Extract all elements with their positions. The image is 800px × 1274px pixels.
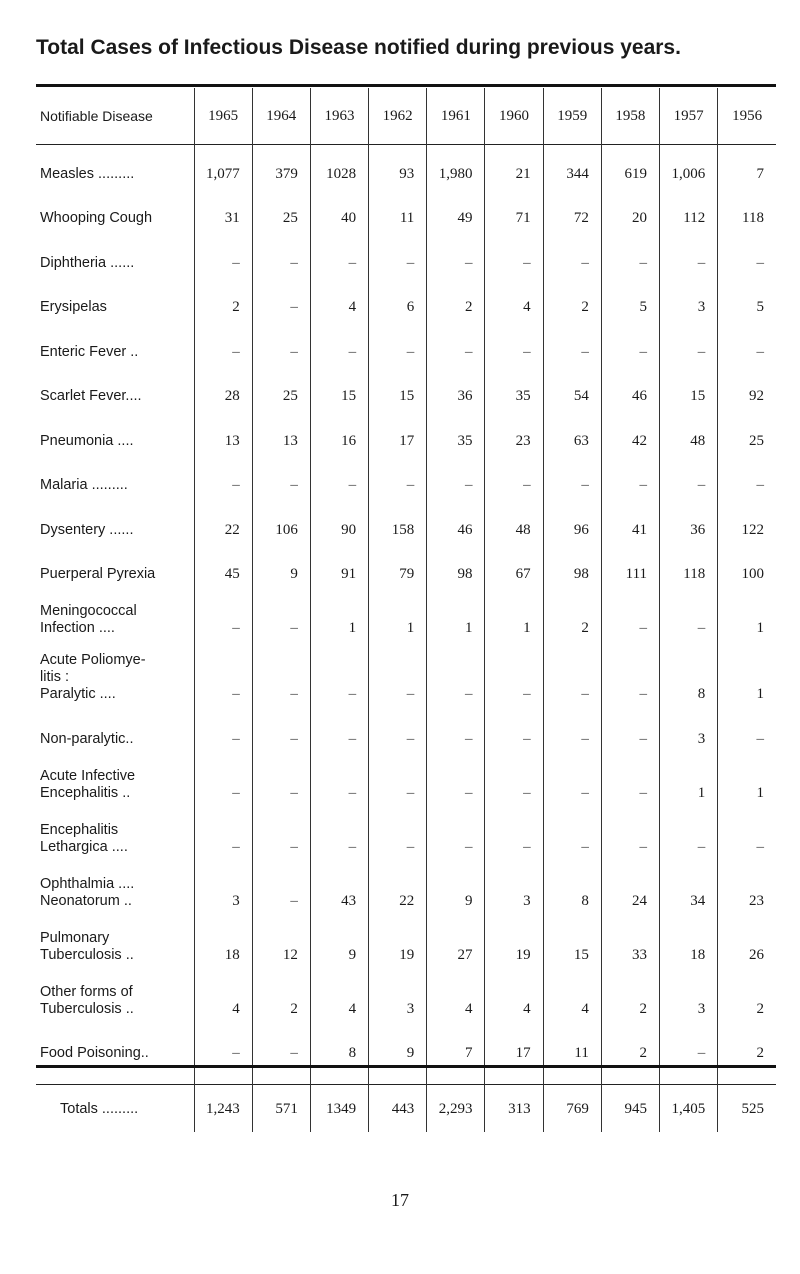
table-row [36,235,776,280]
disease-name [36,918,194,972]
cell-value: 3 [660,972,718,1026]
cell-value: 6 [369,280,427,325]
cell-value: 17 [485,1026,543,1071]
cell-value: 54 [543,369,601,414]
cell-value: – [252,810,310,864]
spacer-cell [252,1070,310,1085]
header-year: 1960 [485,88,543,145]
spacer-row [36,1070,776,1085]
cell-value: 72 [543,191,601,236]
cell-value: 91 [310,547,368,592]
disease-name [36,972,194,1026]
cell-value: 43 [310,864,368,918]
cell-value: – [310,235,368,280]
cell-value: – [543,458,601,503]
cell-value: – [601,711,659,756]
cell-value: 344 [543,146,601,191]
cell-value: 46 [601,369,659,414]
header-year: 1956 [718,88,776,145]
cell-value: 33 [601,918,659,972]
cell-value: 3 [485,864,543,918]
disease-name-line: Measles ......... [40,165,135,182]
cell-value: – [194,645,252,711]
cell-value: 5 [601,280,659,325]
table-row [36,1026,776,1071]
cell-value: – [252,756,310,810]
cell-value: 3 [194,864,252,918]
cell-value: 98 [427,547,485,592]
cell-value: 27 [427,918,485,972]
cell-value: – [252,324,310,369]
cell-value: – [194,458,252,503]
disease-name [36,502,194,547]
cell-value: 1028 [310,146,368,191]
cell-value: – [310,810,368,864]
disease-name-line: Ophthalmia .... [40,875,135,892]
cell-value: 3 [660,711,718,756]
disease-name [36,810,194,864]
cell-value: 1 [310,591,368,645]
disease-name-line: Neonatorum .. [40,892,132,909]
cell-value: 15 [543,918,601,972]
cell-value: – [543,235,601,280]
disease-name-line: Scarlet Fever.... [40,388,142,404]
header-row [36,88,776,145]
cell-value: 25 [718,413,776,458]
cell-value: 1 [718,591,776,645]
cell-value: – [485,235,543,280]
disease-name-line: Dysentery ...... [40,521,134,538]
disease-name-line: Non-paralytic.. [40,730,134,747]
cell-value: – [485,810,543,864]
cell-value: – [310,324,368,369]
cell-value: 23 [718,864,776,918]
table-row [36,146,776,191]
disease-name-line: Lethargica .... [40,838,128,855]
table-row [36,711,776,756]
disease-name-line: Pneumonia .... [40,432,134,449]
cell-value: – [718,711,776,756]
cell-value: – [485,645,543,711]
cell-value: 1 [718,645,776,711]
cell-value: – [718,324,776,369]
header-disease: Notifiable Disease [40,108,153,124]
cell-value: 4 [485,972,543,1026]
disease-name [36,591,194,645]
total-value: 313 [485,1086,543,1132]
cell-value: – [543,810,601,864]
disease-name-line: Malaria ......... [40,477,128,493]
cell-value: – [601,810,659,864]
cell-value: – [310,711,368,756]
cell-value: 106 [252,502,310,547]
cell-value: – [543,324,601,369]
cell-value: 22 [369,864,427,918]
disease-name-line: Acute Infective [40,767,136,784]
cell-value: 8 [543,864,601,918]
cell-value: 16 [310,413,368,458]
table-row [36,645,776,711]
disease-name [36,756,194,810]
disease-name-line: Whooping Cough [40,210,153,226]
cell-value: – [601,324,659,369]
table-row [36,810,776,864]
table-row [36,324,776,369]
cell-value: – [427,711,485,756]
cell-value: 31 [194,191,252,236]
table-row [36,547,776,592]
table-row [36,191,776,236]
cell-value: – [427,810,485,864]
total-value: 945 [601,1086,659,1132]
disease-name-line: litis : [40,669,69,685]
table-row [36,591,776,645]
spacer-cell [310,1070,368,1085]
cell-value: – [194,235,252,280]
cell-value: 92 [718,369,776,414]
disease-name [36,280,194,325]
cell-value: 48 [485,502,543,547]
cell-value: 4 [543,972,601,1026]
cell-value: – [369,458,427,503]
cell-value: 3 [660,280,718,325]
cell-value: 90 [310,502,368,547]
cell-value: 26 [718,918,776,972]
cell-value: 4 [310,280,368,325]
spacer-cell [485,1070,543,1085]
cell-value: 49 [427,191,485,236]
cell-value: 3 [369,972,427,1026]
cell-value: – [194,591,252,645]
cell-value: – [194,1026,252,1071]
cell-value: 1 [660,756,718,810]
cell-value: 1,980 [427,146,485,191]
cell-value: – [194,810,252,864]
cell-value: – [485,458,543,503]
cell-value: 93 [369,146,427,191]
table-row [36,502,776,547]
header-year: 1964 [252,88,310,145]
cell-value: – [252,235,310,280]
cell-value: 2 [543,280,601,325]
cell-value: – [194,711,252,756]
cell-value: – [485,711,543,756]
disease-name-line: Pulmonary [40,929,110,946]
cell-value: 12 [252,918,310,972]
total-value: 443 [369,1086,427,1132]
cell-value: 1 [718,756,776,810]
cell-value: 118 [718,191,776,236]
cell-value: – [369,324,427,369]
cell-value: 1 [427,591,485,645]
cell-value: 9 [427,864,485,918]
cell-value: – [369,756,427,810]
spacer-cell [660,1070,718,1085]
table-row [36,972,776,1026]
cell-value: 9 [310,918,368,972]
cell-value: 25 [252,369,310,414]
disease-name-line: Erysipelas [40,299,107,315]
cell-value: 2 [718,1026,776,1071]
disease-name [36,645,194,711]
cell-value: 79 [369,547,427,592]
total-value: 769 [543,1086,601,1132]
disease-name-line: Infection .... [40,620,115,636]
cell-value: 122 [718,502,776,547]
cell-value: – [252,645,310,711]
cell-value: – [427,645,485,711]
disease-name-line: Diphtheria ...... [40,254,135,271]
spacer-cell [601,1070,659,1085]
total-value: 1349 [310,1086,368,1132]
disease-table [36,88,776,1132]
cell-value: 4 [427,972,485,1026]
spacer-cell [36,1070,194,1085]
cell-value: – [660,1026,718,1071]
disease-name [36,711,194,756]
cell-value: – [369,235,427,280]
disease-name-line: Tuberculosis .. [40,1000,134,1017]
cell-value: – [660,235,718,280]
cell-value: 9 [369,1026,427,1071]
spacer-cell [427,1070,485,1085]
header-year: 1959 [543,88,601,145]
cell-value: – [427,324,485,369]
disease-name-line: Encephalitis [40,821,119,838]
cell-value: 2 [252,972,310,1026]
cell-value: – [601,591,659,645]
cell-value: – [543,645,601,711]
table-body [36,145,776,1133]
cell-value: 20 [601,191,659,236]
cell-value: – [660,591,718,645]
disease-name-line: Paralytic .... [40,686,116,702]
total-value: 1,243 [194,1086,252,1132]
page-title: Total Cases of Infectious Disease notified during previous years. [36,36,681,59]
cell-value: – [718,810,776,864]
cell-value: 24 [601,864,659,918]
cell-value: – [310,756,368,810]
cell-value: 2 [601,972,659,1026]
cell-value: 45 [194,547,252,592]
cell-value: 63 [543,413,601,458]
cell-value: 2 [718,972,776,1026]
cell-value: – [252,864,310,918]
cell-value: 13 [252,413,310,458]
cell-value: – [252,1026,310,1071]
cell-value: 28 [194,369,252,414]
cell-value: 17 [369,413,427,458]
header-year: 1957 [660,88,718,145]
cell-value: 19 [485,918,543,972]
table-row [36,756,776,810]
cell-value: – [252,280,310,325]
cell-value: 11 [369,191,427,236]
disease-name [36,864,194,918]
cell-value: – [660,458,718,503]
cell-value: 158 [369,502,427,547]
cell-value: 2 [601,1026,659,1071]
cell-value: – [252,711,310,756]
disease-name [36,191,194,236]
totals-label: Totals ......... [60,1100,139,1117]
cell-value: – [310,458,368,503]
disease-name [36,458,194,503]
disease-name-line: Encephalitis .. [40,784,131,801]
total-value: 1,405 [660,1086,718,1132]
totals-row [36,1086,776,1132]
cell-value: 2 [427,280,485,325]
cell-value: 36 [660,502,718,547]
cell-value: 8 [660,645,718,711]
cell-value: 41 [601,502,659,547]
cell-value: – [485,756,543,810]
cell-value: – [369,645,427,711]
cell-value: 2 [543,591,601,645]
cell-value: 8 [310,1026,368,1071]
cell-value: 98 [543,547,601,592]
cell-value: 4 [485,280,543,325]
cell-value: 619 [601,146,659,191]
cell-value: 35 [485,369,543,414]
cell-value: 21 [485,146,543,191]
disease-name [36,1026,194,1071]
cell-value: 1 [485,591,543,645]
disease-name-line: Tuberculosis .. [40,946,134,963]
cell-value: – [369,810,427,864]
cell-value: – [543,711,601,756]
spacer-cell [194,1070,252,1085]
cell-value: 7 [718,146,776,191]
cell-value: – [427,756,485,810]
table-row [36,458,776,503]
header-year: 1962 [369,88,427,145]
cell-value: 118 [660,547,718,592]
disease-name [36,235,194,280]
cell-value: 9 [252,547,310,592]
table-row [36,369,776,414]
cell-value: 67 [485,547,543,592]
cell-value: 111 [601,547,659,592]
disease-name [36,324,194,369]
cell-value: – [601,645,659,711]
disease-name [36,369,194,414]
disease-name-line: Other forms of [40,983,133,1000]
cell-value: 35 [427,413,485,458]
disease-name [36,146,194,191]
total-value: 525 [718,1086,776,1132]
cell-value: 22 [194,502,252,547]
cell-value: 1 [369,591,427,645]
cell-value: 2 [194,280,252,325]
cell-value: – [194,324,252,369]
cell-value: – [543,756,601,810]
cell-value: 36 [427,369,485,414]
cell-value: 96 [543,502,601,547]
cell-value: 18 [194,918,252,972]
cell-value: 19 [369,918,427,972]
header-year: 1965 [194,88,252,145]
header-year: 1963 [310,88,368,145]
cell-value: 34 [660,864,718,918]
cell-value: 25 [252,191,310,236]
table-row [36,864,776,918]
cell-value: 379 [252,146,310,191]
cell-value: – [252,458,310,503]
spacer-cell [369,1070,427,1085]
cell-value: 42 [601,413,659,458]
cell-value: 71 [485,191,543,236]
cell-value: – [660,810,718,864]
table-row [36,280,776,325]
table-row [36,918,776,972]
cell-value: 112 [660,191,718,236]
cell-value: 15 [660,369,718,414]
cell-value: – [601,756,659,810]
cell-value: – [660,324,718,369]
cell-value: 15 [369,369,427,414]
table-row [36,413,776,458]
disease-name-line: Puerperal Pyrexia [40,566,156,582]
disease-name [36,413,194,458]
cell-value: 4 [194,972,252,1026]
cell-value: 23 [485,413,543,458]
cell-value: – [310,645,368,711]
cell-value: 13 [194,413,252,458]
spacer-cell [718,1070,776,1085]
cell-value: 5 [718,280,776,325]
cell-value: 4 [310,972,368,1026]
cell-value: – [601,235,659,280]
cell-value: 1,077 [194,146,252,191]
cell-value: 48 [660,413,718,458]
cell-value: 7 [427,1026,485,1071]
cell-value: – [194,756,252,810]
cell-value: – [427,235,485,280]
cell-value: 40 [310,191,368,236]
page-number: 17 [391,1190,409,1210]
cell-value: 11 [543,1026,601,1071]
header-year: 1958 [601,88,659,145]
disease-name-line: Enteric Fever .. [40,343,139,360]
disease-name-line: Acute Poliomye- [40,652,146,668]
cell-value: 1,006 [660,146,718,191]
disease-name [36,547,194,592]
disease-name-line: Food Poisoning.. [40,1045,149,1061]
cell-value: – [252,591,310,645]
cell-value: – [485,324,543,369]
total-value: 2,293 [427,1086,485,1132]
cell-value: – [718,235,776,280]
header-year: 1961 [427,88,485,145]
cell-value: 15 [310,369,368,414]
cell-value: – [427,458,485,503]
total-value: 571 [252,1086,310,1132]
cell-value: – [369,711,427,756]
cell-value: 18 [660,918,718,972]
bottom-rule [36,1065,776,1068]
cell-value: – [601,458,659,503]
cell-value: – [718,458,776,503]
top-rule [36,84,776,87]
disease-name-line: Meningococcal [40,603,137,619]
spacer-cell [543,1070,601,1085]
cell-value: 100 [718,547,776,592]
cell-value: 46 [427,502,485,547]
